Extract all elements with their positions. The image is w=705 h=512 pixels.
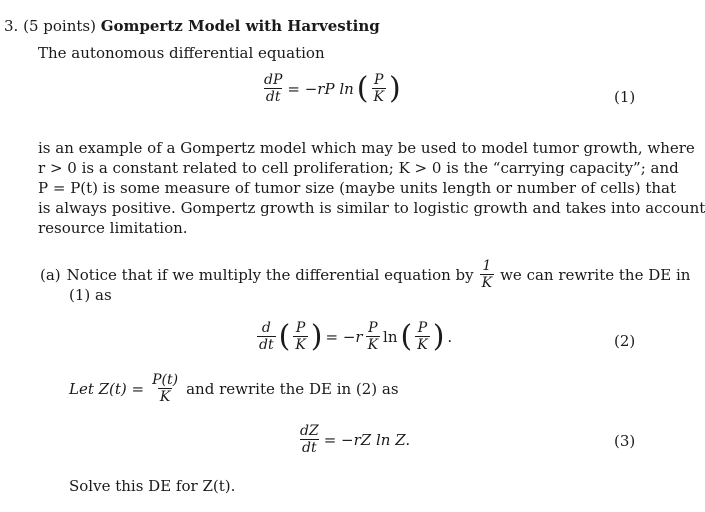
- problem-number: 3.: [4, 17, 19, 35]
- eq2-frac-num: P: [295, 320, 306, 336]
- eq2-d-num: d: [261, 320, 271, 336]
- eq1-close-paren: ): [388, 70, 401, 106]
- problem-points: (5 points): [23, 17, 96, 35]
- eq2-ln: ln: [383, 327, 398, 346]
- eq2-close-paren-1: ): [310, 318, 323, 354]
- eq3-num: dZ: [300, 423, 319, 439]
- eq3-den: dt: [302, 440, 317, 456]
- paragraph-line: is an example of a Gompertz model which may be used to model tumor growth, where: [38, 139, 695, 157]
- eq2-open-paren-2: (: [400, 318, 413, 354]
- description-paragraph: [38, 138, 705, 238]
- solve-instruction: Solve this DE for Z(t).: [69, 477, 236, 495]
- eq1-rhs: = −rP ln: [287, 79, 354, 98]
- let-text-before: Let Z(t) =: [69, 379, 145, 398]
- part-a-text-before: Notice that if we multiply the differential equation by: [66, 265, 474, 284]
- eq1-inner-fraction: [372, 72, 386, 105]
- eq2-frac-den: K: [295, 337, 306, 353]
- part-a-label: (a): [40, 265, 61, 284]
- problem-title: Gompertz Model with Harvesting: [100, 17, 380, 35]
- eq2-frac-num: P: [417, 320, 428, 336]
- part-a-frac-den: K: [481, 275, 493, 291]
- eq2-open-paren-1: (: [278, 318, 291, 354]
- let-frac-num: P(t): [152, 372, 179, 388]
- eq2-equals: = −r: [325, 327, 363, 346]
- let-frac-den: K: [159, 389, 171, 405]
- part-a-frac-num: 1: [482, 258, 492, 274]
- part-a-text-after: we can rewrite the DE in: [500, 265, 691, 284]
- paragraph-line: resource limitation.: [38, 219, 188, 237]
- let-text-after: and rewrite the DE in (2) as: [186, 379, 399, 398]
- paragraph-line: is always positive. Gompertz growth is similar to logistic growth and takes into account: [38, 199, 705, 217]
- part-a-line-2: (1) as: [69, 286, 112, 304]
- eq3-derivative: [298, 423, 321, 456]
- eq1-inner-num: P: [374, 72, 384, 88]
- eq2-p-over-k-3: [415, 320, 429, 353]
- eq2-period: .: [447, 327, 453, 346]
- eq1-open-paren: (: [356, 70, 369, 106]
- eq2-p-over-k-1: [293, 320, 307, 353]
- eq3-rhs: = −rZ ln Z.: [323, 430, 411, 449]
- equation-3: [298, 423, 410, 456]
- eq1-lhs-num: dP: [264, 72, 283, 88]
- equation-3-label: (3): [614, 432, 636, 450]
- let-fraction: [150, 372, 180, 405]
- eq2-frac-den: K: [367, 337, 379, 353]
- intro-text: The autonomous differential equation: [38, 44, 325, 62]
- eq2-close-paren-2: ): [432, 318, 445, 354]
- equation-1-label: (1): [614, 88, 636, 106]
- eq2-p-over-k-2: [366, 320, 380, 353]
- eq1-inner-den: K: [373, 89, 384, 105]
- eq2-frac-den: K: [417, 337, 428, 353]
- paragraph-line: P = P(t) is some measure of tumor size (maybe units length or number of cells) that: [38, 179, 677, 197]
- part-a-fraction: [480, 258, 494, 291]
- eq2-frac-num: P: [368, 320, 378, 336]
- eq1-lhs-den: dt: [265, 89, 281, 105]
- equation-2: [257, 320, 452, 353]
- paragraph-line: r > 0 is a constant related to cell proliferation; K > 0 is the “carrying capacity”; and: [38, 159, 679, 177]
- let-line: [69, 372, 399, 405]
- eq2-derivative: [257, 320, 276, 353]
- part-a-line-1: [40, 258, 690, 291]
- problem-header: [4, 16, 380, 36]
- equation-2-label: (2): [614, 332, 636, 350]
- eq1-lhs-fraction: [262, 72, 284, 105]
- eq2-d-den: dt: [259, 337, 274, 353]
- equation-1: [262, 72, 401, 105]
